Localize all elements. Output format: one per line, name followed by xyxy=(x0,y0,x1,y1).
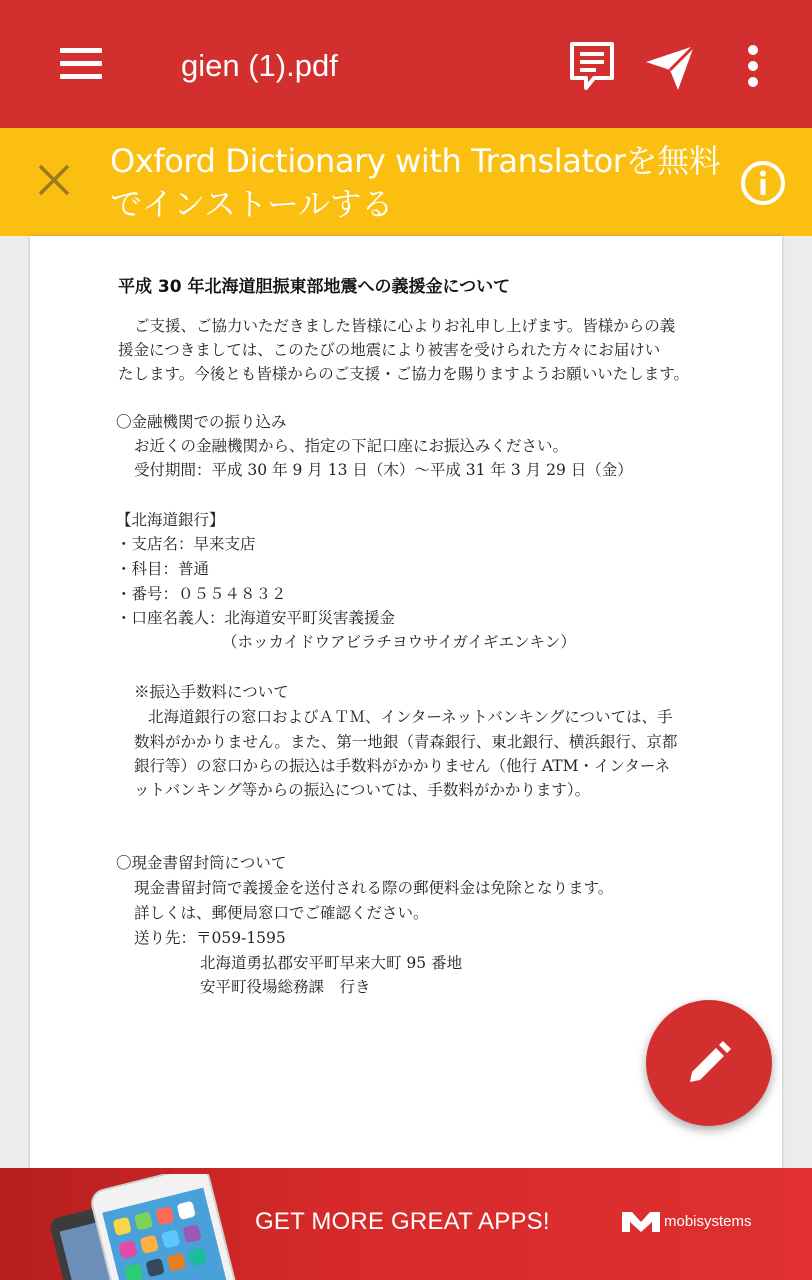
ad-headline[interactable]: GET MORE GREAT APPS! xyxy=(255,1208,550,1235)
document-line: ・支店名：早来支店 xyxy=(116,535,256,553)
document-title: gien (1).pdf xyxy=(181,48,338,83)
document-line: 銀行等）の窓口からの振込は手数料がかかりません（他行 ATM・インターネ xyxy=(134,757,671,775)
document-line: 数料がかかりません。また、第一地銀（青森銀行、東北銀行、横浜銀行、京都 xyxy=(134,733,678,751)
more-vertical-icon[interactable] xyxy=(728,40,778,92)
document-heading: 平成 30 年北海道胆振東部地震への義援金について xyxy=(118,277,511,297)
document-line: 〇金融機関での振り込み xyxy=(116,413,287,431)
hamburger-menu-icon[interactable] xyxy=(56,42,106,86)
document-line: 受付期間：平成 30 年 9 月 13 日（木）～平成 31 年 3 月 29 日（金） xyxy=(134,461,633,479)
document-line: ットバンキング等からの振込については、手数料がかかります）。 xyxy=(134,781,591,799)
document-line: 〇現金書留封筒について xyxy=(116,854,287,872)
promo-banner-text[interactable]: Oxford Dictionary with Translatorを無料でインストールする xyxy=(110,142,721,223)
app-toolbar xyxy=(0,0,812,128)
info-icon[interactable] xyxy=(740,160,786,206)
document-line: ・番号：０５５４８３２ xyxy=(116,585,287,603)
edit-pencil-icon xyxy=(686,1040,732,1086)
document-line: たします。今後とも皆様からのご支援・ご協力を賜りますようお願いいたします。 xyxy=(118,365,690,383)
notes-icon[interactable] xyxy=(566,40,618,92)
document-line: ・科目：普通 xyxy=(116,560,210,578)
document-line: 現金書留封筒で義援金を送付される際の郵便料金は免除となります。 xyxy=(134,879,614,897)
edit-fab-button[interactable] xyxy=(646,1000,772,1126)
document-line: （ホッカイドウアビラチヨウサイガイギエンキン） xyxy=(222,633,576,651)
document-line: 北海道銀行の窓口およびＡＴＭ、インターネットバンキングについては、手 xyxy=(148,708,673,726)
document-line: 北海道勇払郡安平町早来大町 95 番地 xyxy=(200,954,463,972)
document-line: 送り先：〒059-1595 xyxy=(134,929,286,947)
mobisystems-logo-icon xyxy=(620,1208,662,1234)
document-line: ご支援、ご協力いただきました皆様に心よりお礼申し上げます。皆様からの義 xyxy=(134,317,676,335)
document-line: 【北海道銀行】 xyxy=(116,511,225,529)
close-icon[interactable] xyxy=(34,160,74,200)
ad-brand-name: mobisystems xyxy=(664,1213,752,1230)
send-icon[interactable] xyxy=(644,40,696,92)
document-line: 詳しくは、郵便局窓口でご確認ください。 xyxy=(134,904,429,922)
document-line: お近くの金融機関から、指定の下記口座にお振込みください。 xyxy=(134,437,569,455)
document-line: ※振込手数料について xyxy=(134,683,289,701)
document-line: ・口座名義人：北海道安平町災害義援金 xyxy=(116,609,396,627)
document-line: 援金につきましては、このたびの地震により被害を受けられた方々にお届けい xyxy=(118,341,661,359)
document-line: 安平町役場総務課 行き xyxy=(200,978,371,996)
smartphone-illustration xyxy=(50,1174,270,1280)
